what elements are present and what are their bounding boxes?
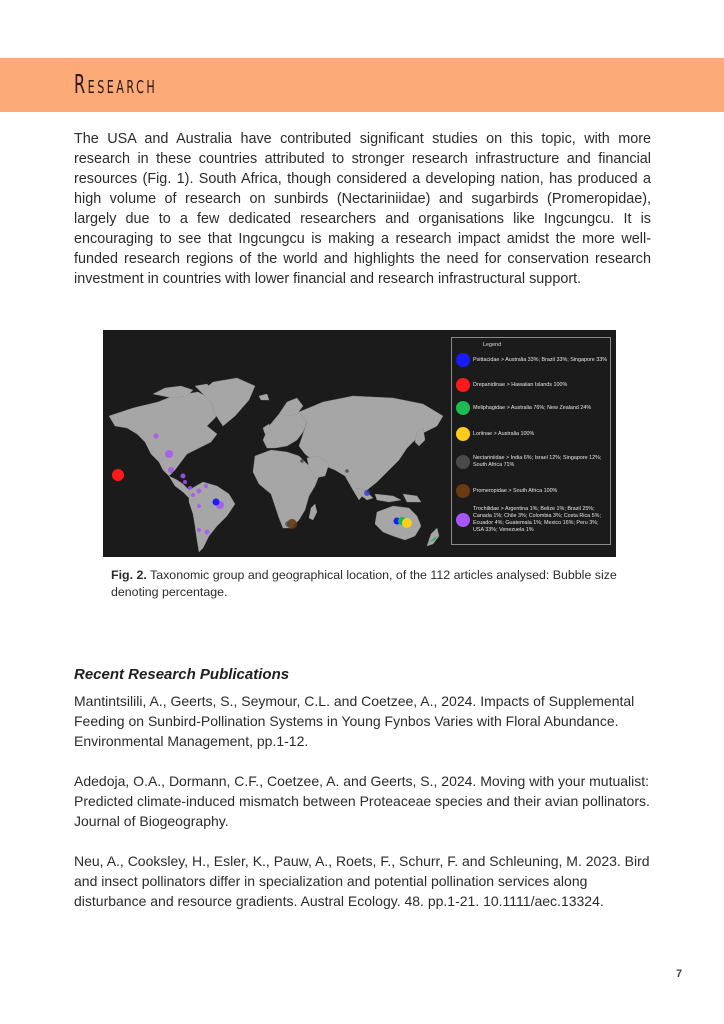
publications-heading: Recent Research Publications [74,666,290,683]
legend-item-trochilidae: Trochilidae > Argentina 1%; Belize 1%; Brazil 25%; Canada 1%; Chile 3%; Colombia 3%; Costa Rica 5%; Ecuador 4%; Guatemala 1%; Mexico 16%; Peru 3%; USA 33%; Venezuela 1% [456,506,608,534]
map-legend [451,337,611,545]
publication-item: Mantintsilili, A., Geerts, S., Seymour, C.L. and Coetzee, A., 2024. Impacts of Supplemental Feeding on Sunbird-Pollination Systems in Young Fynbos Varies with Floral Abundance. Environmental Management, pp.1-12. [74,693,635,749]
legend-item-drepanidinae: Drepanidinae > Hawaiian Islands 100% [456,378,608,392]
legend-dot-icon [456,427,470,441]
page-number: 7 [676,968,683,980]
caption-text: Taxonomic group and geographical location, of the 112 articles analysed: Bubble size denoting percentage. [111,568,617,599]
legend-item-promeropidae: Promeropidae > South Africa 100% [456,484,608,498]
world-map-figure [103,330,616,557]
legend-item-nectariniidae: Nectariniidae > India 6%; Israel 12%; Singapore 12%; South Africa 71% [456,455,608,469]
world-map [103,330,449,557]
intro-paragraph: The USA and Australia have contributed significant studies on this topic, with more research in these countries attributed to stronger research infrastructure and financial resources (Fig. 1). South Africa, though considered a developing nation, has produced a high volume of research on sunbirds (Nectariniidae) and sugarbirds (Promeropidae), largely due to a few dedicated researchers and organisations like Ingcungcu. It is encouraging to see that Ingcungcu is making a research impact amidst the more well-funded research regions of the world and highlights the need for conservation research investment in countries with lower financial and research infrastructural support. [74,131,651,287]
legend-title: Legend [482,342,502,348]
publication-item: Adedoja, O.A., Dormann, C.F., Coetzee, A. and Geerts, S., 2024. Moving with your mutualist: Predicted climate-induced mismatch between Proteaceae species and their avian pollinators. Journal of Biogeography. [74,773,650,829]
legend-item-meliphagidae: Meliphagidae > Australia 76%; New Zealand 24% [456,401,608,415]
legend-dot-icon [456,513,470,527]
legend-dot-icon [456,353,470,367]
legend-item-loriinae: Loriinae > Australia 100% [456,427,608,441]
publication-item: Neu, A., Cooksley, H., Esler, K., Pauw, A., Roets, F., Schurr, F. and Schleuning, M. 2023. Bird and insect pollinators differ in specialization and potential pollination services along disturbance and resource gradients. Austral Ecology. 48. pp.1-21. 10.1111/aec.13324. [74,853,650,909]
legend-dot-icon [456,401,470,415]
legend-dot-icon [456,378,470,392]
legend-item-psittacidae: Psittacidae > Australia 33%; Brazil 33%; Singapore 33% [456,353,608,367]
figure-caption [111,567,631,601]
section-banner [0,58,724,112]
legend-dot-icon [456,455,470,469]
caption-label: Fig. 2. [111,568,147,582]
legend-dot-icon [456,484,470,498]
section-title: Research [74,70,158,100]
